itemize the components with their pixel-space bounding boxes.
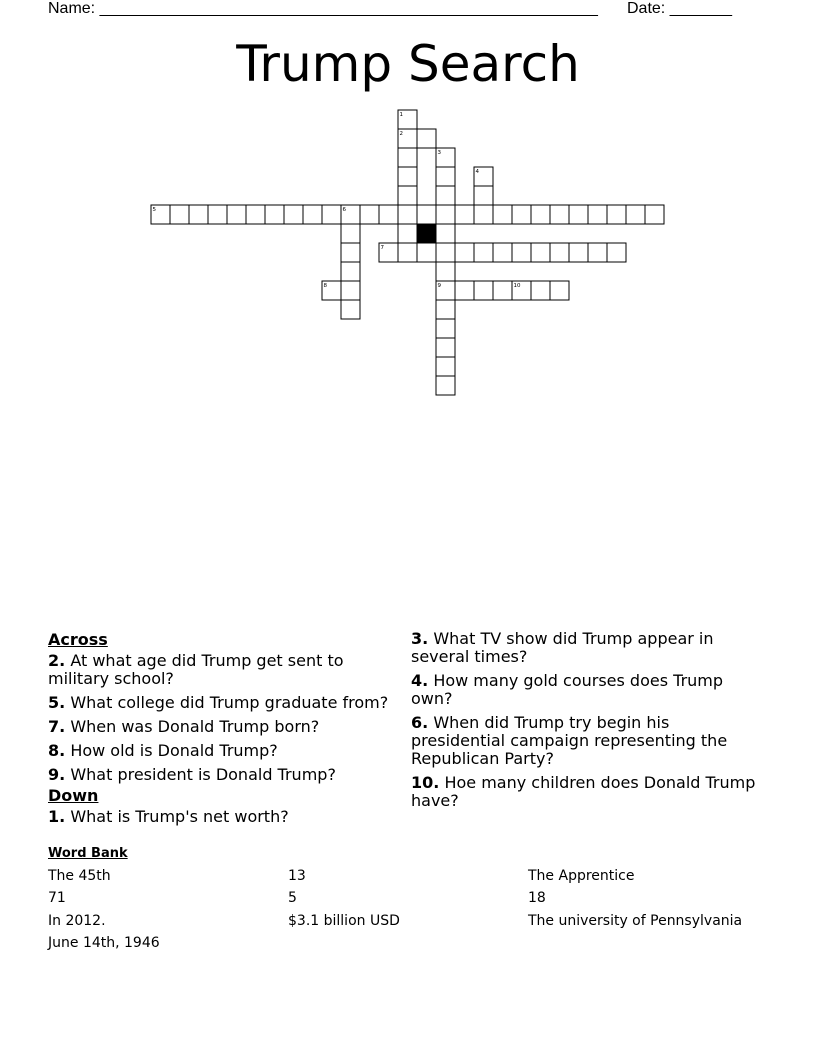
across-heading: Across — [48, 630, 108, 649]
word-bank-item: In 2012. — [48, 913, 106, 929]
grid-cell — [436, 167, 455, 186]
grid-cell — [417, 129, 436, 148]
word-bank-item: The 45th — [48, 868, 111, 884]
grid-cell — [512, 243, 531, 262]
cell-number: 5 — [152, 207, 156, 213]
grid-cell — [569, 243, 588, 262]
grid-cell — [341, 224, 360, 243]
grid-cell — [531, 205, 550, 224]
cell-number: 9 — [437, 283, 441, 289]
word-bank-item: 18 — [528, 890, 546, 906]
crossword-grid — [0, 0, 816, 430]
grid-cell — [436, 300, 455, 319]
word-bank-item: 13 — [288, 868, 306, 884]
word-bank-item: The university of Pennsylvania — [528, 913, 743, 929]
cell-number: 6 — [342, 207, 346, 213]
grid-cell — [436, 205, 455, 224]
word-bank-item: $3.1 billion USD — [288, 913, 400, 929]
black-cell — [417, 224, 436, 243]
grid-cell — [626, 205, 645, 224]
grid-cell — [398, 205, 417, 224]
grid-cell — [208, 205, 227, 224]
clues-right-column — [411, 630, 761, 816]
grid-cell — [417, 243, 436, 262]
grid-cell — [550, 281, 569, 300]
grid-cell — [436, 357, 455, 376]
cell-number: 10 — [513, 283, 521, 289]
clue-across-9: 9. What president is Donald Trump? — [48, 765, 336, 784]
word-bank-item: June 14th, 1946 — [48, 935, 160, 951]
grid-cell — [588, 205, 607, 224]
clue-across-7: 7. When was Donald Trump born? — [48, 717, 320, 736]
clue-down-4: 4. How many gold courses does Trump own? — [411, 671, 724, 708]
grid-cell — [436, 338, 455, 357]
grid-cell — [474, 205, 493, 224]
word-bank-item: 5 — [288, 890, 297, 906]
grid-cell — [436, 243, 455, 262]
grid-cell — [493, 281, 512, 300]
clue-across-2: 2. At what age did Trump get sent to military school? — [48, 651, 344, 688]
grid-cell — [417, 205, 436, 224]
grid-cell — [588, 243, 607, 262]
page-title: Trump Search — [236, 35, 580, 93]
cell-number: 3 — [437, 150, 441, 156]
grid-cell — [455, 205, 474, 224]
grid-cell — [436, 224, 455, 243]
clue-down-10: 10. Hoe many children does Donald Trump have? — [411, 773, 756, 810]
cell-number: 8 — [323, 283, 327, 289]
grid-cell — [474, 243, 493, 262]
grid-cell — [493, 205, 512, 224]
grid-cell — [512, 205, 531, 224]
grid-cell — [189, 205, 208, 224]
down-heading: Down — [48, 786, 99, 805]
grid-cell — [531, 243, 550, 262]
grid-cell — [474, 281, 493, 300]
grid-cell — [550, 243, 569, 262]
grid-cell — [455, 281, 474, 300]
grid-cell — [436, 262, 455, 281]
clue-down-1: 1. What is Trump's net worth? — [48, 807, 289, 826]
grid-cell — [398, 148, 417, 167]
name-line: Name: ________________________________________________________ — [48, 0, 598, 17]
clue-across-8: 8. How old is Donald Trump? — [48, 741, 278, 760]
grid-cell — [341, 300, 360, 319]
grid-cell — [284, 205, 303, 224]
grid-cell — [398, 243, 417, 262]
grid-cell — [607, 243, 626, 262]
grid-cell — [645, 205, 664, 224]
clue-down-6: 6. When did Trump try begin his presidential campaign representing the Republican Party? — [411, 713, 728, 768]
clue-down-3: 3. What TV show did Trump appear in several times? — [411, 629, 714, 666]
grid-cell — [341, 281, 360, 300]
grid-cell — [341, 243, 360, 262]
grid-cell — [436, 186, 455, 205]
cell-number: 1 — [399, 112, 403, 118]
grid-cell — [398, 224, 417, 243]
grid-cell — [493, 243, 512, 262]
grid-cell — [322, 205, 341, 224]
word-bank-item: The Apprentice — [528, 868, 635, 884]
grid-cell — [455, 243, 474, 262]
grid-cell — [303, 205, 322, 224]
grid-cell — [398, 167, 417, 186]
grid-cell — [474, 186, 493, 205]
word-bank-title: Word Bank — [48, 846, 128, 861]
grid-cell — [607, 205, 626, 224]
cell-number: 4 — [475, 169, 479, 175]
clues-left-column — [48, 630, 393, 832]
grid-cell — [569, 205, 588, 224]
word-bank-item: 71 — [48, 890, 66, 906]
grid-cell — [360, 205, 379, 224]
grid-cell — [170, 205, 189, 224]
date-line: Date: _______ — [627, 0, 732, 17]
grid-cell — [531, 281, 550, 300]
grid-cell — [246, 205, 265, 224]
grid-cell — [436, 376, 455, 395]
clue-across-5: 5. What college did Trump graduate from? — [48, 693, 389, 712]
grid-cell — [398, 186, 417, 205]
cell-number: 7 — [380, 245, 384, 251]
grid-cell — [341, 262, 360, 281]
grid-cell — [227, 205, 246, 224]
grid-cell — [436, 319, 455, 338]
grid-cell — [550, 205, 569, 224]
cell-number: 2 — [399, 131, 403, 137]
grid-cell — [265, 205, 284, 224]
grid-cell — [379, 205, 398, 224]
